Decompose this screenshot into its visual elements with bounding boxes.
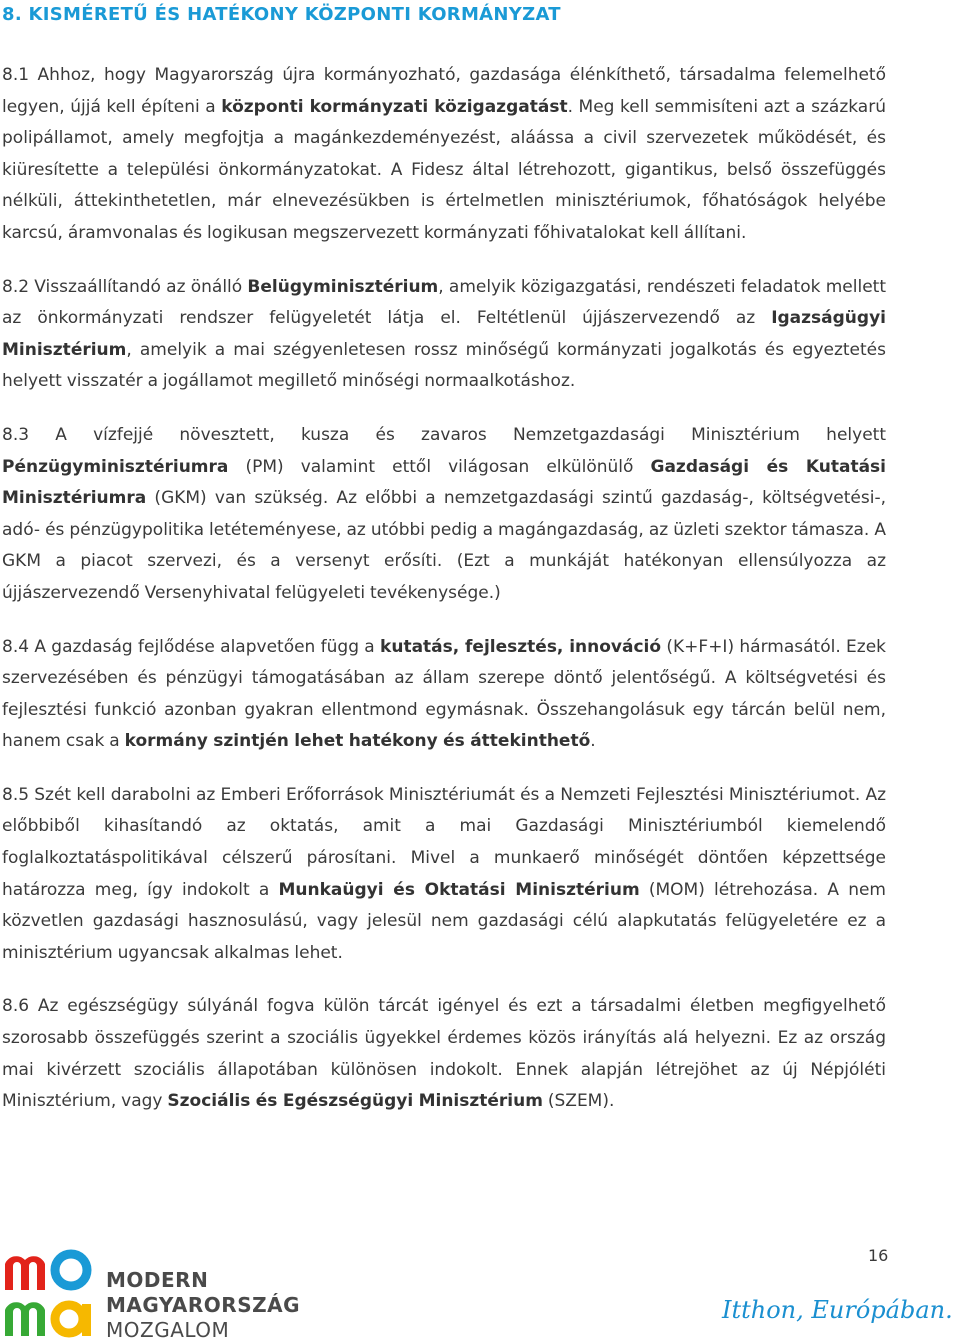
logo-line-mozgalom: MOZGALOM [106,1318,230,1342]
logo-m-bottom-shape [5,1302,45,1336]
section-heading: 8. KISMÉRETŰ ÉS HATÉKONY KÖZPONTI KORMÁNYZAT [2,4,561,25]
logo-a-shape [55,1305,83,1333]
paragraph-text: . [590,731,596,752]
logo-wordmark [106,1268,300,1343]
paragraph-text: (PM) valamint ettől világosan elkülönülő [228,456,651,477]
logo-line-modern: MODERN [106,1268,209,1292]
paragraph-text: 8.4 A gazdaság fejlődése alapvetően függ a [2,636,381,657]
logo-line-magyarorszag: MAGYARORSZÁG [106,1293,301,1317]
paragraph-text: 8.1 Ahhoz, hogy Magyarország újra kormányozható, gazdasága élénkíthető, társadalma felemelhető legyen, újjá kell építeni a [2,65,886,117]
paragraph-8-4 [2,632,886,758]
paragraph-8-2 [2,272,886,398]
page-number: 16 [868,1246,889,1265]
emphasized-term: kutatás, fejlesztés, innováció [380,636,662,657]
paragraph-text: , amelyik közigazgatási, rendészeti feladatok mellett az önkormányzati rendszer felügyeletét látja el. Feltétlenül újjászervezendő az [2,276,886,329]
paragraph-text: 8.2 Visszaállítandó az önálló [2,276,248,297]
emphasized-term: Belügyminisztérium [247,276,439,297]
emphasized-term: Szociális és Egészségügyi Minisztérium [167,1091,543,1112]
mo-ma-logo-icon [2,1248,97,1338]
emphasized-term: kormány szintjén lehet hatékony és áttekinthető [124,731,591,752]
section-body [2,60,886,1140]
paragraph-text: 8.6 Az egészségügy súlyánál fogva külön tárcát igényel és ezt a társadalmi életben megfigyelhető szorosabb összefüggés szerint a szociális ügyekkel érdemes közös irányítás alá helyezni. Ez az ország mai kivérzett szociális állapotában különösen indokolt. Ennek alapján létrejöhet az új Népjóléti Minisztérium, vagy [2,996,886,1112]
paragraph-text: (K+F+I) hármasától. Ezek szervezésében és pénzügyi támogatásában az állam szerepe döntő jelentőségű. A költségvetési és fejlesztési funkció azonban gyakran ellentmond egymásnak. Összehangolásuk egy tárcán belül nem, hanem csak a [2,636,886,752]
paragraph-text: (MOM) létrehozása. A nem közvetlen gazdasági hasznosulású, vagy jelesül nem gazdasági célú alapkutatás felügyeletére ez a minisztérium ugyancsak alkalmas lehet. [2,879,886,963]
paragraph-text: (GKM) van szükség. Az előbbi a nemzetgazdasági szintű gazdaság-, költségvetési-, adó- és pénzügypolitika letéteményese, az utóbbi pedig a magángazdaság, az üzleti szektor támasza. A GKM a piacot szervezi, és a versenyt erősíti. (Ezt a munkáját hatékonyan ellensúlyozza az újjászervezendő Versenyhivatal felügyeleti tevékenysége.) [2,488,886,603]
paragraph-8-6 [2,991,886,1117]
emphasized-term: Igazságügyi Minisztérium [2,308,886,360]
paragraph-8-5 [2,780,886,970]
emphasized-term: Pénzügyminisztériumra [2,456,229,477]
emphasized-term: Gazdasági és Kutatási Minisztériumra [2,456,886,509]
logo-o-shape [55,1254,87,1286]
paragraph-text: 8.5 Szét kell darabolni az Emberi Erőforrások Minisztériumát és a Nemzeti Fejlesztési Minisztériumot. Az előbbiből kihasítandó az oktatás, amit a mai Gazdasági Minisztériumból kiemelendő foglalkoztatáspolitikával célszerű párosítani. Mivel a munkaerő minőségét döntően képzettsége határozza meg, így indokolt a [2,784,886,900]
paragraph-text: , amelyik a mai szégyenletesen rossz minőségű kormányzati jogalkotás és egyeztetés helyett visszatér a jogállamot megillető minőségi normaalkotáshoz. [2,339,886,392]
logo-m-top-shape [5,1256,45,1290]
paragraph-text: . Meg kell semmisíteni azt a százkarú polipállamot, amely megfojtja a magánkezdeményezést, aláássa a civil szervezetek működését, és kiüresítette a települési önkormányzatokat. A Fidesz által létrehozott, gigantikus, belső összefüggés nélküli, áttekinthetetlen, már elnevezésükben is értelmetlen minisztériumok, főhatóságok helyébe karcsú, áramvonalas és logikusan megszervezett kormányzati főhivatalokat kell állítani. [2,96,886,243]
slogan: Itthon, Európában. [722,1296,953,1324]
modern-magyarorszag-logo [2,1248,302,1342]
logo-a-stem [82,1304,91,1336]
paragraph-8-3 [2,420,886,610]
emphasized-term: Munkaügyi és Oktatási Minisztérium [278,879,640,900]
emphasized-term: központi kormányzati közigazgatást [221,96,568,117]
paragraph-text: 8.3 A vízfejjé növesztett, kusza és zavaros Nemzetgazdasági Minisztérium helyett [2,424,886,445]
paragraph-8-1 [2,60,886,250]
paragraph-text: (SZEM). [542,1091,615,1112]
